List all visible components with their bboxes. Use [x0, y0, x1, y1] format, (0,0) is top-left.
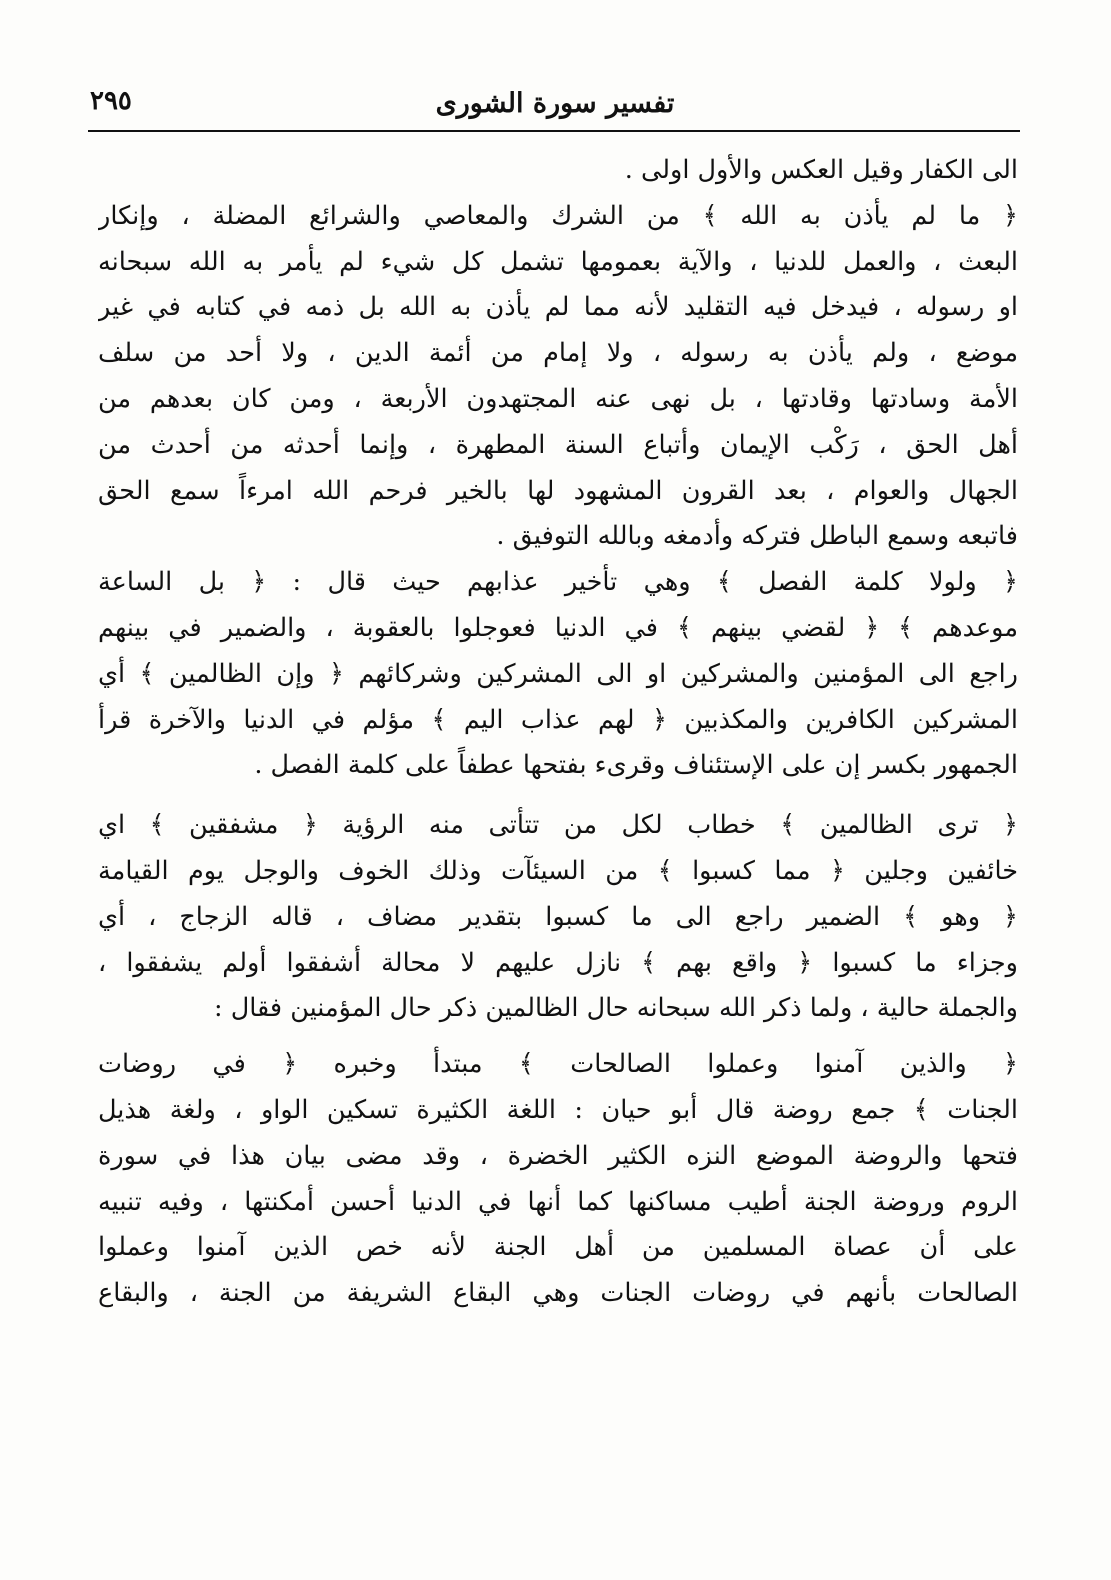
text-line: موضع ، ولم يأذن به رسوله ، ولا إمام من أئمة الدين ، ولا أحد من سلف — [98, 338, 1018, 369]
text-line: ﴿ والذين آمنوا وعملوا الصالحات ﴾ مبتدأ وخبره ﴿ في روضات — [98, 1049, 1018, 1080]
text-line: الجمهور بكسر إن على الإستئناف وقرىء بفتحها عطفاً على كلمة الفصل . — [254, 750, 1018, 781]
text-line: والجملة حالية ، ولما ذكر الله سبحانه حال الظالمين ذكر حال المؤمنين فقال : — [214, 993, 1018, 1024]
text-line: الى الكفار وقيل العكس والأول اولى . — [624, 155, 1018, 185]
text-line: الروم وروضة الجنة أطيب مساكنها كما أنها في الدنيا أحسن أمكنتها ، وفيه تنبيه — [98, 1186, 1018, 1217]
page-number: ٢٩٥ — [90, 86, 132, 116]
text-line: الأمة وسادتها وقادتها ، بل نهى عنه المجتهدون الأربعة ، ومن كان بعدهم من — [98, 383, 1018, 414]
text-line: ﴿ وهو ﴾ الضمير راجع الى ما كسبوا بتقدير مضاف ، قاله الزجاج ، أي — [98, 901, 1018, 932]
text-line: راجع الى المؤمنين والمشركين او الى المشركين وشركائهم ﴿ وإن الظالمين ﴾ أي — [98, 658, 1018, 689]
text-line: خائفين وجلين ﴿ مما كسبوا ﴾ من السيئآت وذلك الخوف والوجل يوم القيامة — [98, 855, 1018, 886]
text-line: المشركين الكافرين والمكذبين ﴿ لهم عذاب اليم ﴾ مؤلم في الدنيا والآخرة قرأ — [98, 704, 1018, 735]
text-line: موعدهم ﴾ ﴿ لقضي بينهم ﴾ في الدنيا فعوجلوا بالعقوبة ، والضمير في بينهم — [98, 612, 1018, 643]
text-line: فتحها والروضة الموضع النزه الكثير الخضرة ، وقد مضى بيان هذا في سورة — [98, 1140, 1018, 1171]
text-line: ﴿ ما لم يأذن به الله ﴾ من الشرك والمعاصي والشرائع المضلة ، وإنكار — [98, 200, 1018, 231]
paragraph — [98, 194, 1018, 560]
page-header — [90, 84, 1020, 132]
header-rule — [88, 130, 1020, 132]
text-line: الجهال والعوام ، بعد القرون المشهود لها بالخير فرحم الله امرءاً سمع الحق — [98, 475, 1018, 506]
body-text — [98, 148, 1018, 1317]
running-title: تفسير سورة الشورى — [435, 88, 675, 119]
text-line: على أن عصاة المسلمين من أهل الجنة لأنه خص الذين آمنوا وعملوا — [98, 1232, 1018, 1263]
text-line: فاتبعه وسمع الباطل فتركه وأدمغه وبالله التوفيق . — [496, 521, 1018, 552]
paragraph-gap — [98, 1032, 1018, 1042]
text-line: ﴿ ولولا كلمة الفصل ﴾ وهي تأخير عذابهم حيث قال : ﴿ بل الساعة — [98, 567, 1018, 598]
text-line: الصالحات بأنهم في روضات الجنات وهي البقاع الشريفة من الجنة ، والبقاع — [98, 1278, 1018, 1309]
paragraph — [98, 560, 1018, 789]
text-line: الجنات ﴾ جمع روضة قال أبو حيان : اللغة الكثيرة تسكين الواو ، ولغة هذيل — [98, 1094, 1018, 1125]
text-line: ﴿ ترى الظالمين ﴾ خطاب لكل من تتأتى منه الرؤية ﴿ مشفقين ﴾ اي — [98, 810, 1018, 841]
paragraph-gap — [98, 789, 1018, 803]
text-line: وجزاء ما كسبوا ﴿ واقع بهم ﴾ نازل عليهم لا محالة أشفقوا أولم يشفقوا ، — [98, 947, 1018, 978]
paragraph — [98, 803, 1018, 1032]
text-line: البعث ، والعمل للدنيا ، والآية بعمومها تشمل كل شيء لم يأمر به الله سبحانه — [98, 246, 1018, 277]
paragraph — [98, 1042, 1018, 1317]
paragraph — [98, 148, 1018, 194]
text-line: أهل الحق ، رَكْب الإيمان وأتباع السنة المطهرة ، وإنما أحدثه من أحدث من — [98, 429, 1018, 460]
text-line: او رسوله ، فيدخل فيه التقليد لأنه مما لم يأذن به الله بل ذمه في كتابه في غير — [98, 292, 1018, 323]
